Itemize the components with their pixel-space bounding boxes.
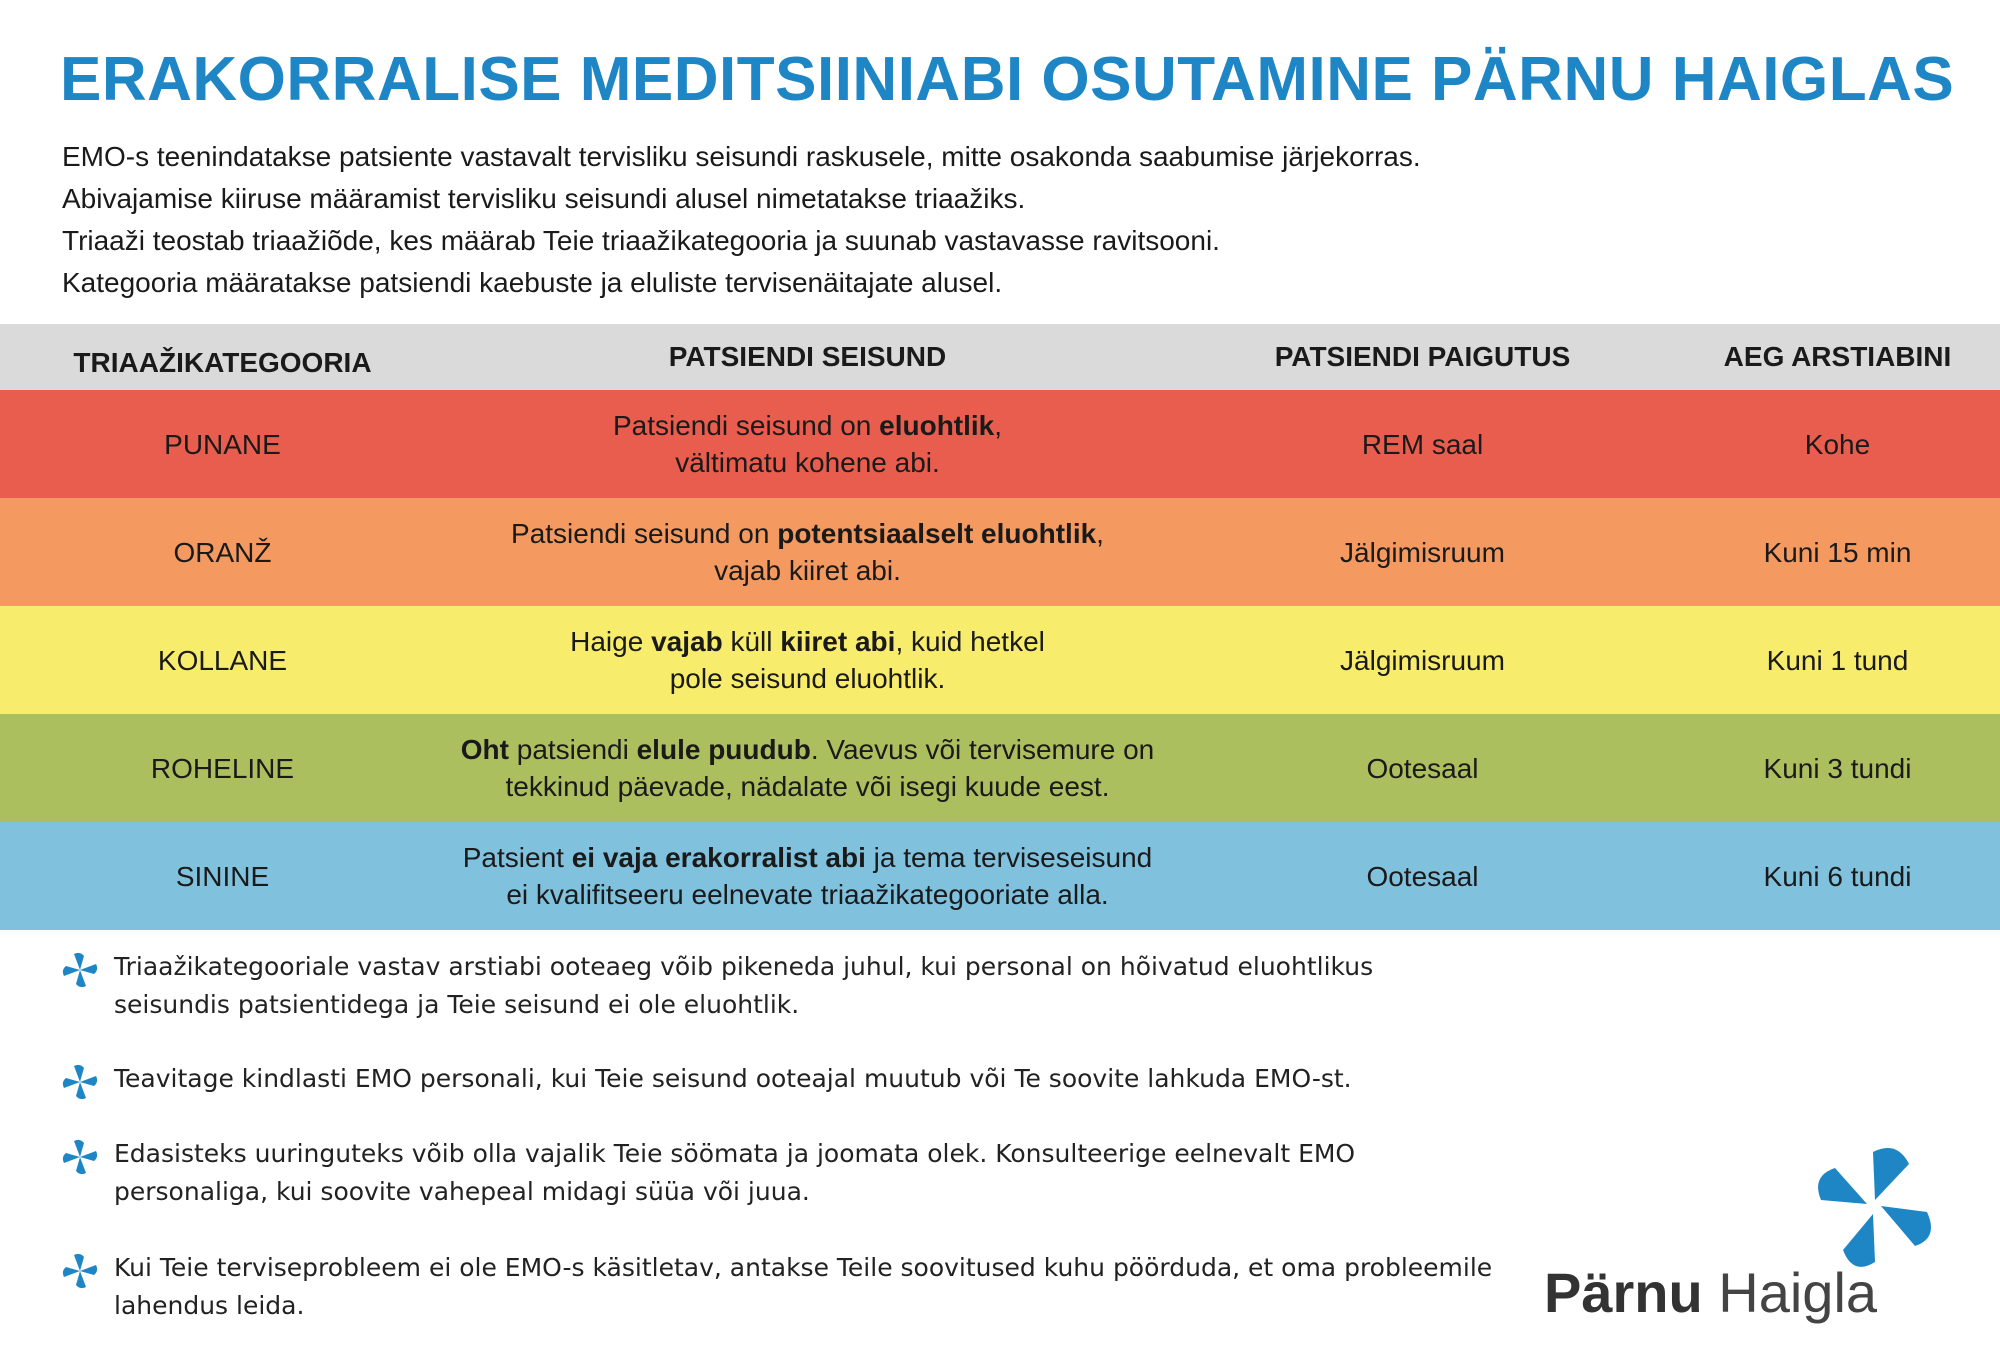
row-time: Kuni 1 tund <box>1766 644 1909 676</box>
intro-text <box>62 136 1421 304</box>
note-text: Teavitage kindlasti EMO personali, kui Teie seisund ooteajal muutub või Te soovite lahkuda EMO-st. <box>114 1064 1352 1093</box>
intro-line: Triaaži teostab triaažiõde, kes määrab Teie triaažikategooria ja suunab vastavasse ravitsooni. <box>62 225 1220 256</box>
row-category: SININE <box>175 860 270 892</box>
row-time: Kuni 6 tundi <box>1763 860 1912 892</box>
row-placement: Jälgimisruum <box>1340 644 1505 676</box>
row-placement: REM saal <box>1361 428 1484 460</box>
row-time: Kohe <box>1804 428 1871 460</box>
logo-wordmark <box>1544 1258 1878 1328</box>
note-text: Kui Teie terviseprobleem ei ole EMO-s käsitletav, antakse Teile soovitused kuhu pöörduda, et oma probleemile lahendus leida. <box>114 1253 1493 1320</box>
header-time: AEG ARSTIABINI <box>1723 341 1952 372</box>
table-row-sinine <box>0 822 2000 930</box>
row-condition: Haige vajab küll kiiret abi, kuid hetkel pole seisund eluohtlik. <box>570 626 1045 694</box>
table-row-kollane <box>0 606 2000 714</box>
intro-line: Abivajamise kiiruse määramist tervisliku seisundi alusel nimetatakse triaažiks. <box>62 183 1026 214</box>
row-placement: Jälgimisruum <box>1340 536 1505 568</box>
logo-word-light: Haigla <box>1718 1261 1878 1324</box>
clover-bullet-icon <box>60 1062 100 1102</box>
row-placement: Ootesaal <box>1366 860 1479 892</box>
table-row-punane <box>0 390 2000 498</box>
row-category: ORANŽ <box>173 536 272 568</box>
clover-bullet-icon <box>60 950 100 990</box>
row-time: Kuni 15 min <box>1763 536 1912 568</box>
intro-line: Kategooria määratakse patsiendi kaebuste ja eluliste tervisenäitajate alusel. <box>62 267 1003 298</box>
note-text: Triaažikategooriale vastav arstiabi ooteaeg võib pikeneda juhul, kui personal on hõivatud eluohtlikus seisundis patsientidega ja Teie seisund ei ole eluohtlik. <box>114 952 1374 1019</box>
triage-table-header <box>0 324 2000 390</box>
row-condition: Patsiendi seisund on eluohtlik, vältimatu kohene abi. <box>612 410 1003 478</box>
row-time: Kuni 3 tundi <box>1763 752 1912 784</box>
table-row-roheline <box>0 714 2000 822</box>
logo-word-bold: Pärnu <box>1544 1261 1703 1324</box>
row-category: PUNANE <box>164 428 281 460</box>
clover-bullet-icon <box>60 1251 100 1291</box>
row-condition: Patsiendi seisund on potentsiaalselt eluohtlik, vajab kiiret abi. <box>511 518 1104 586</box>
row-category: KOLLANE <box>157 644 288 676</box>
note-text: Edasisteks uuringuteks võib olla vajalik Teie söömata ja joomata olek. Konsulteerige eelnevalt EMO personaliga, kui soovite vahepeal midagi süüa või juua. <box>114 1139 1356 1206</box>
row-placement: Ootesaal <box>1366 752 1479 784</box>
table-row-oranz <box>0 498 2000 606</box>
clover-bullet-icon <box>60 1137 100 1177</box>
row-condition: Oht patsiendi elule puudub. Vaevus või tervisemure on tekkinud päevade, nädalate või isegi kuude eest. <box>460 734 1155 802</box>
intro-line: EMO-s teenindatakse patsiente vastavalt tervisliku seisundi raskusele, mitte osakonda saabumise järjekorras. <box>62 141 1421 172</box>
row-condition: Patsient ei vaja erakorralist abi ja tema terviseseisund ei kvalifitseeru eelnevate triaažikategooriate alla. <box>462 842 1153 910</box>
page-title: ERAKORRALISE MEDITSIINIABI OSUTAMINE PÄRNU HAIGLAS <box>60 45 1955 114</box>
header-category: TRIAAŽIKATEGOORIA <box>73 347 372 378</box>
header-condition: PATSIENDI SEISUND <box>668 341 947 372</box>
row-category: ROHELINE <box>150 752 295 784</box>
header-placement: PATSIENDI PAIGUTUS <box>1274 341 1571 372</box>
